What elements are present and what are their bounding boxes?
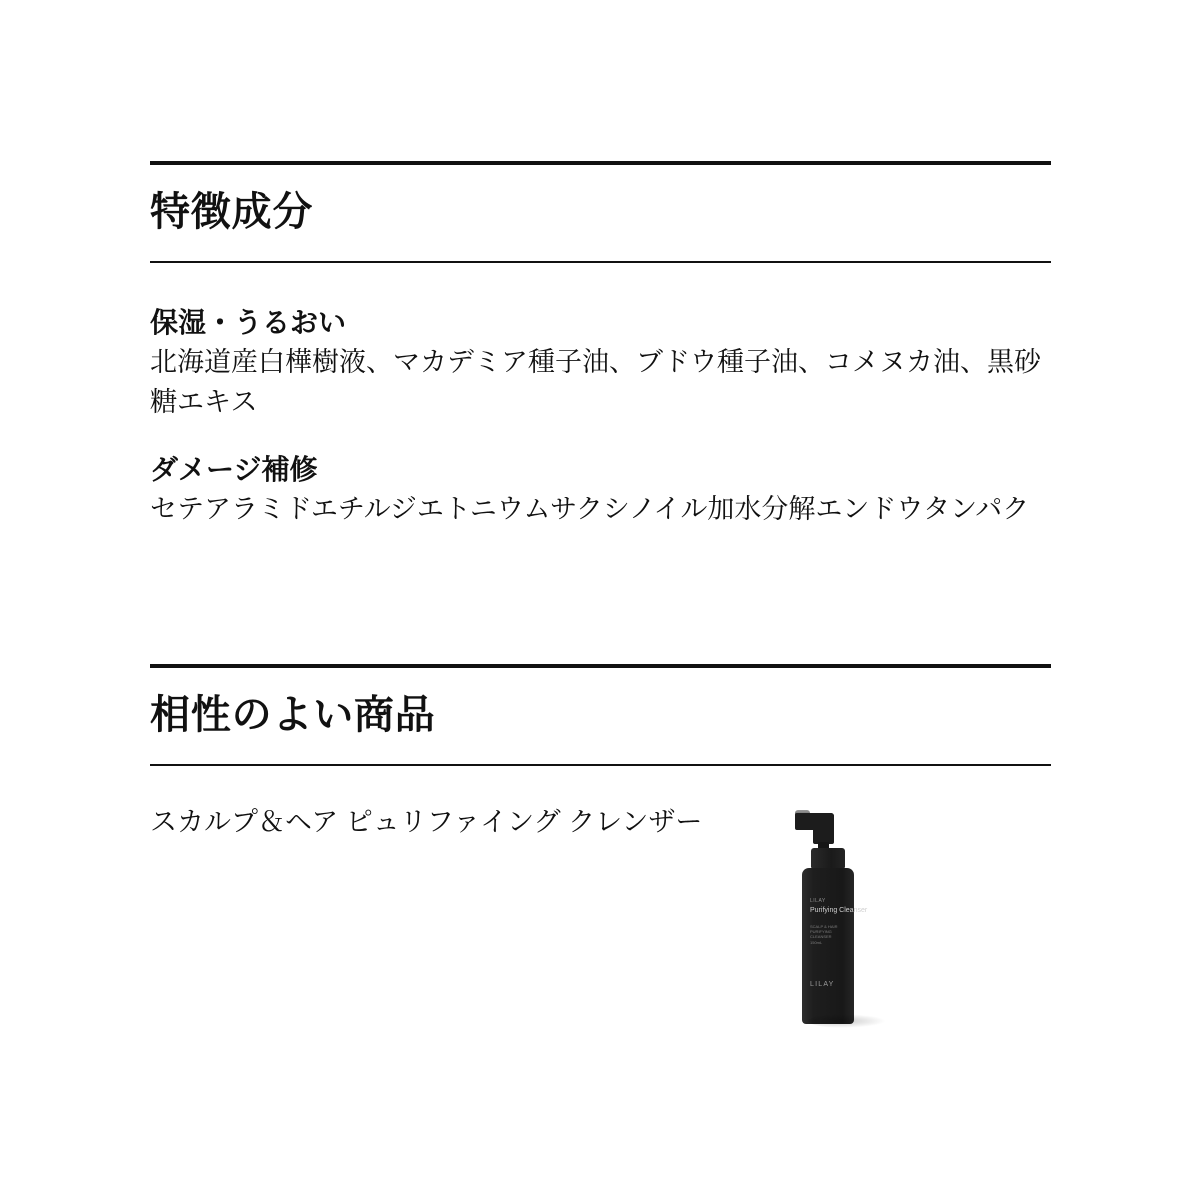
ingredient-group-text: セテアラミドエチルジエトニウムサクシノイル加水分解エンドウタンパク xyxy=(150,494,1030,525)
compatible-product-item xyxy=(150,796,1051,1046)
compatible-product-image[interactable] xyxy=(703,796,953,1046)
bottle-label xyxy=(810,898,868,946)
ingredient-group-damage-repair xyxy=(150,450,1051,529)
featured-ingredients-section xyxy=(150,161,1051,529)
ingredient-group-heading: ダメージ補修 xyxy=(150,454,318,486)
featured-ingredients-header xyxy=(150,161,1051,263)
featured-ingredients-title: 特徴成分 xyxy=(150,190,314,234)
bottle-label-brand-small: LILAY xyxy=(810,898,826,905)
bottle-label-size: 150mL xyxy=(810,940,823,946)
bottle-brand-logo: LILAY xyxy=(810,981,835,989)
ingredient-groups xyxy=(150,303,1051,529)
bottle-label-description: SCALP & HAIR PURIFYING CLEANSER xyxy=(810,924,838,940)
bottle-shadow xyxy=(808,1014,886,1028)
compatible-products-section xyxy=(150,664,1051,1046)
compatible-products-title: 相性のよい商品 xyxy=(150,693,436,738)
compatible-product-name[interactable]: スカルプ＆ヘア ピュリファイング クレンザー xyxy=(150,807,703,838)
content xyxy=(150,161,1051,1046)
bottle-body xyxy=(802,868,868,1024)
ingredient-group-heading: 保湿・うるおい xyxy=(150,307,347,338)
bottle-pump-body xyxy=(813,813,834,844)
compatible-products-header xyxy=(150,664,1051,766)
bottle-label-product-name: Purifying Cleanser xyxy=(810,907,868,915)
pump-bottle-illustration xyxy=(802,810,868,1024)
bottle-pump-collar xyxy=(811,848,845,868)
ingredient-group-moisture xyxy=(150,303,1051,422)
ingredient-group-text: 北海道産白樺樹液、マカデミア種子油、ブドウ種子油、コメヌカ油、黒砂糖エキス xyxy=(150,347,1041,418)
